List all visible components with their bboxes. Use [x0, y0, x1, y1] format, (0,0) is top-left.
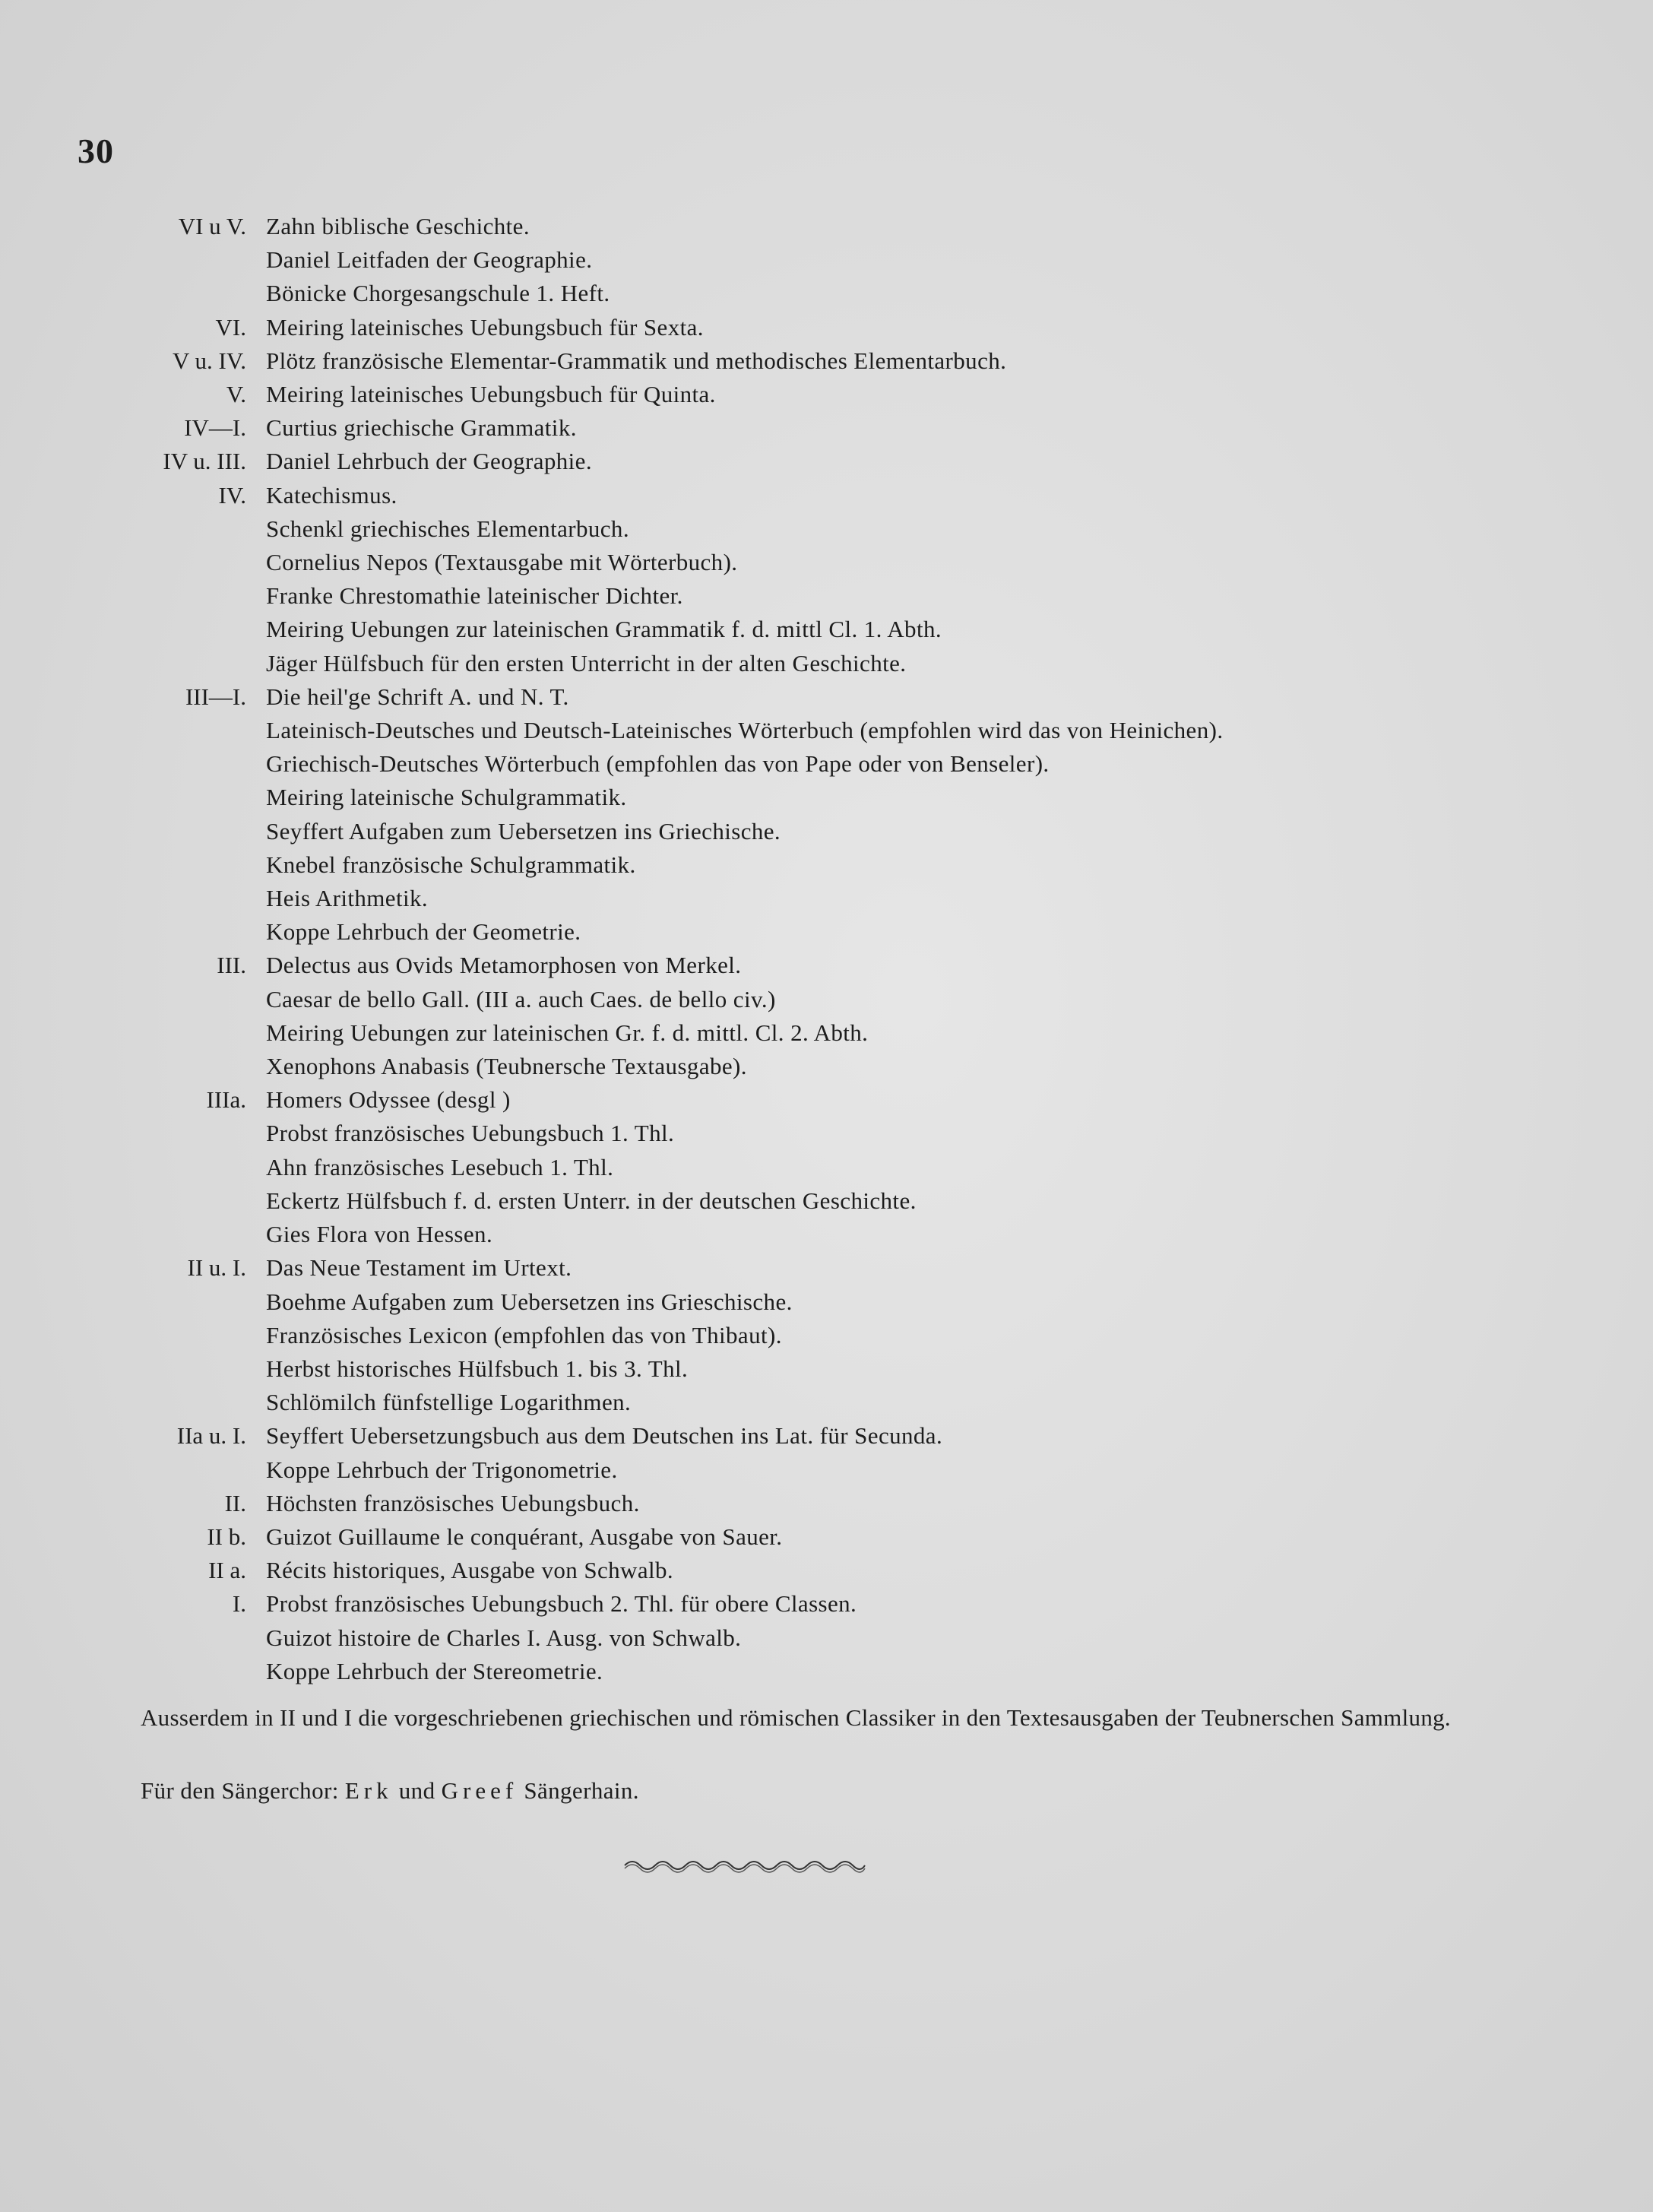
book-title: Schenkl griechisches Elementarbuch. [266, 515, 629, 542]
list-item [61, 344, 1611, 378]
list-item [61, 1587, 1611, 1621]
book-title: Cornelius Nepos (Textausgabe mit Wörterbuch). [266, 549, 738, 576]
book-title: Guizot Guillaume le conquérant, Ausgabe von Sauer. [266, 1523, 783, 1550]
list-item [61, 1655, 1611, 1688]
list-item [61, 311, 1611, 344]
list-item [61, 546, 1611, 579]
class-label: VI u V. [178, 213, 246, 239]
list-item [61, 512, 1611, 546]
choir-author-erk: Erk [344, 1777, 393, 1804]
class-label: II b. [207, 1523, 246, 1550]
book-title: Caesar de bello Gall. (III a. auch Caes. de bello civ.) [266, 985, 776, 1013]
list-item [61, 1184, 1611, 1218]
book-title: Katechismus. [266, 481, 397, 509]
class-label [61, 546, 266, 579]
class-label [61, 277, 266, 310]
list-item [61, 714, 1611, 747]
choir-note [141, 1774, 639, 1808]
class-label: I. [232, 1590, 246, 1618]
book-title: Knebel französische Schulgrammatik. [266, 851, 636, 878]
book-title: Daniel Leitfaden der Geographie. [266, 246, 593, 274]
book-title: Lateinisch-Deutsches und Deutsch-Lateinisches Wörterbuch (empfohlen wird das von Heinichen). [266, 717, 1224, 744]
list-item [61, 243, 1611, 277]
list-item [61, 647, 1611, 680]
class-label [61, 579, 266, 613]
list-item [61, 479, 1611, 512]
class-label [61, 647, 266, 680]
list-item [61, 1319, 1611, 1352]
book-title: Guizot histoire de Charles I. Ausg. von Schwalb. [266, 1624, 742, 1651]
list-item [61, 1050, 1611, 1083]
book-title: Französisches Lexicon (empfohlen das von Thibaut). [266, 1321, 782, 1348]
choir-conjunction: und [392, 1777, 442, 1804]
book-title: Meiring Uebungen zur lateinischen Gr. f. d. mittl. Cl. 2. Abth. [266, 1019, 869, 1046]
class-label: IIIa. [206, 1086, 246, 1114]
book-title: Meiring lateinische Schulgrammatik. [266, 784, 627, 811]
class-label: II a. [208, 1557, 246, 1584]
book-title: Récits historiques, Ausgabe von Schwalb. [266, 1557, 674, 1584]
class-label [61, 1285, 266, 1319]
list-item [61, 949, 1611, 982]
book-title: Meiring Uebungen zur lateinischen Grammatik f. d. mittl Cl. 1. Abth. [266, 616, 942, 643]
list-item [61, 411, 1611, 445]
class-label: II u. I. [187, 1254, 246, 1282]
book-title: Das Neue Testament im Urtext. [266, 1254, 572, 1282]
class-label [61, 243, 266, 277]
class-label [61, 882, 266, 915]
class-label: IV. [218, 481, 246, 509]
book-title: Jäger Hülfsbuch für den ersten Unterricht in der alten Geschichte. [266, 649, 907, 677]
class-label: IV u. III. [163, 448, 246, 475]
book-title: Probst französisches Uebungsbuch 2. Thl. für obere Classen. [266, 1590, 857, 1618]
class-label [61, 781, 266, 814]
book-title: Boehme Aufgaben zum Uebersetzen ins Grieschische. [266, 1288, 793, 1315]
book-title: Xenophons Anabasis (Teubnersche Textausgabe). [266, 1053, 747, 1080]
list-item [61, 579, 1611, 613]
page-number: 30 [78, 132, 114, 170]
list-item [61, 613, 1611, 646]
class-label: II. [224, 1489, 246, 1516]
book-title: Meiring lateinisches Uebungsbuch für Quinta. [266, 381, 716, 408]
class-label [61, 848, 266, 882]
class-label [61, 1352, 266, 1386]
list-item [61, 680, 1611, 714]
list-item [61, 848, 1611, 882]
book-title: Plötz französische Elementar-Grammatik und methodisches Elementarbuch. [266, 347, 1007, 374]
book-title: Gies Flora von Hessen. [266, 1221, 493, 1248]
book-title: Koppe Lehrbuch der Trigonometrie. [266, 1456, 618, 1483]
book-title: Bönicke Chorgesangschule 1. Heft. [266, 280, 610, 307]
list-item [61, 1487, 1611, 1520]
book-title: Ahn französisches Lesebuch 1. Thl. [266, 1153, 614, 1180]
class-label [61, 1655, 266, 1688]
class-label [61, 815, 266, 848]
list-item [61, 882, 1611, 915]
class-label [61, 1151, 266, 1184]
book-title: Herbst historisches Hülfsbuch 1. bis 3. Thl. [266, 1355, 689, 1382]
list-item [61, 210, 1611, 243]
book-title: Delectus aus Ovids Metamorphosen von Merkel. [266, 952, 742, 979]
class-label: V. [226, 381, 246, 408]
class-label [61, 983, 266, 1016]
list-item [61, 781, 1611, 814]
class-label [61, 1319, 266, 1352]
list-item [61, 1016, 1611, 1050]
list-item [61, 1218, 1611, 1251]
book-title: Koppe Lehrbuch der Stereometrie. [266, 1657, 603, 1684]
list-item [61, 1285, 1611, 1319]
book-title: Curtius griechische Grammatik. [266, 414, 577, 442]
book-title: Daniel Lehrbuch der Geographie. [266, 448, 592, 475]
list-item [61, 1352, 1611, 1386]
textbook-list [61, 210, 1611, 1688]
closing-paragraph: Ausserdem in II und I die vorgeschriebenen griechischen und römischen Classiker in den Textesausgaben der Teubnerschen Sammlung. [141, 1704, 1451, 1731]
class-label [61, 915, 266, 949]
book-title: Probst französisches Uebungsbuch 1. Thl. [266, 1120, 675, 1147]
choir-prefix: Für den Sängerchor: [141, 1777, 345, 1804]
list-item [61, 1151, 1611, 1184]
class-label [61, 1016, 266, 1050]
list-item [61, 983, 1611, 1016]
class-label: VI. [215, 313, 246, 341]
class-label: IV—I. [184, 414, 246, 442]
class-label [61, 1184, 266, 1218]
book-title: Seyffert Aufgaben zum Uebersetzen ins Griechische. [266, 817, 781, 845]
list-item [61, 445, 1611, 478]
class-label: III. [217, 952, 246, 979]
class-label [61, 747, 266, 781]
list-item [61, 1554, 1611, 1587]
book-title: Höchsten französisches Uebungsbuch. [266, 1489, 640, 1516]
list-item [61, 277, 1611, 310]
list-item [61, 747, 1611, 781]
book-title: Seyffert Uebersetzungsbuch aus dem Deutschen ins Lat. für Secunda. [266, 1422, 943, 1450]
book-title: Meiring lateinisches Uebungsbuch für Sexta. [266, 313, 704, 341]
class-label: V u. IV. [172, 347, 246, 374]
list-item [61, 1386, 1611, 1419]
class-label [61, 512, 266, 546]
choir-title: Sängerhain. [518, 1777, 639, 1804]
list-item [61, 1083, 1611, 1117]
book-title: Koppe Lehrbuch der Geometrie. [266, 918, 581, 946]
list-item [61, 1621, 1611, 1655]
list-item [61, 915, 1611, 949]
decorative-divider [623, 1856, 866, 1874]
class-label [61, 1621, 266, 1655]
class-label [61, 613, 266, 646]
list-item [61, 1419, 1611, 1453]
book-title: Eckertz Hülfsbuch f. d. ersten Unterr. in der deutschen Geschichte. [266, 1187, 917, 1214]
book-title: Heis Arithmetik. [266, 885, 429, 912]
list-item [61, 1520, 1611, 1554]
class-label [61, 1386, 266, 1419]
book-title: Homers Odyssee (desgl ) [266, 1086, 511, 1114]
class-label [61, 1218, 266, 1251]
class-label [61, 1453, 266, 1487]
book-title: Griechisch-Deutsches Wörterbuch (empfohlen das von Pape oder von Benseler). [266, 750, 1050, 778]
book-title: Zahn biblische Geschichte. [266, 213, 530, 239]
class-label: III—I. [185, 683, 246, 710]
class-label [61, 1050, 266, 1083]
book-title: Franke Chrestomathie lateinischer Dichter. [266, 582, 683, 610]
class-label [61, 1117, 266, 1150]
list-item [61, 1251, 1611, 1285]
choir-author-greef: Greef [441, 1777, 518, 1804]
list-item [61, 1453, 1611, 1487]
book-title: Die heil'ge Schrift A. und N. T. [266, 683, 569, 710]
list-item [61, 378, 1611, 411]
book-title: Schlömilch fünfstellige Logarithmen. [266, 1389, 632, 1416]
list-item [61, 1117, 1611, 1150]
list-item [61, 815, 1611, 848]
class-label: IIa u. I. [176, 1422, 246, 1450]
class-label [61, 714, 266, 747]
